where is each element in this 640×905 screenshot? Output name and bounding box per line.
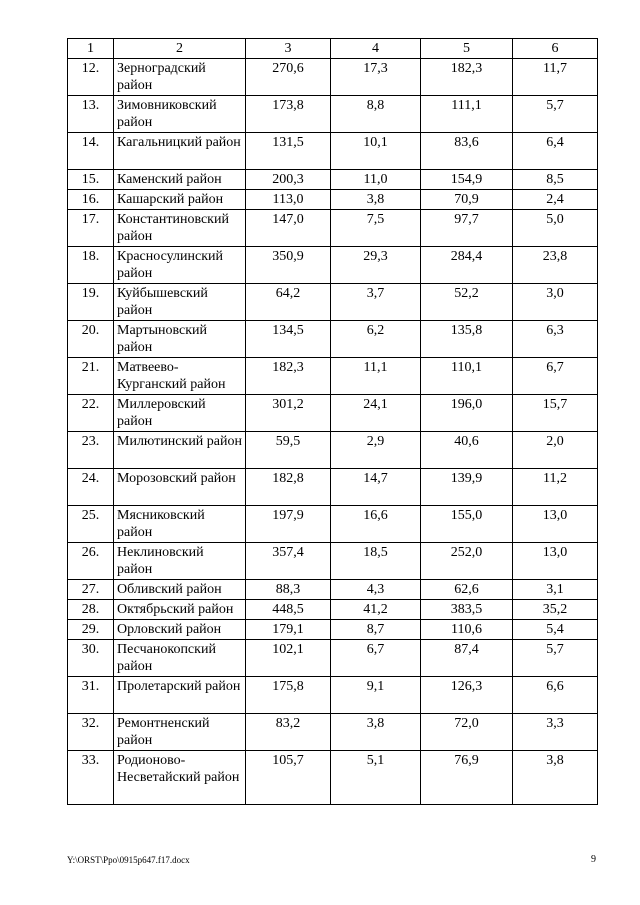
value-col3: 182,3 — [246, 358, 331, 395]
district-data-table — [67, 38, 598, 805]
value-col6: 35,2 — [513, 600, 598, 620]
value-col4: 6,2 — [331, 321, 421, 358]
table-row — [68, 640, 598, 677]
value-col4: 7,5 — [331, 210, 421, 247]
value-col5: 154,9 — [421, 170, 513, 190]
district-name: Мясниковский район — [114, 506, 246, 543]
value-col6: 6,6 — [513, 677, 598, 714]
table-row — [68, 59, 598, 96]
value-col6: 6,7 — [513, 358, 598, 395]
value-col3: 88,3 — [246, 580, 331, 600]
value-col6: 13,0 — [513, 543, 598, 580]
row-number: 14. — [68, 133, 114, 170]
row-number: 18. — [68, 247, 114, 284]
table-row — [68, 358, 598, 395]
row-number: 28. — [68, 600, 114, 620]
table-row — [68, 321, 598, 358]
value-col5: 135,8 — [421, 321, 513, 358]
column-header: 1 — [68, 39, 114, 59]
value-col4: 17,3 — [331, 59, 421, 96]
value-col3: 301,2 — [246, 395, 331, 432]
value-col3: 173,8 — [246, 96, 331, 133]
district-name: Обливский район — [114, 580, 246, 600]
table-row — [68, 190, 598, 210]
value-col6: 5,4 — [513, 620, 598, 640]
value-col6: 5,7 — [513, 96, 598, 133]
value-col3: 270,6 — [246, 59, 331, 96]
value-col6: 11,7 — [513, 59, 598, 96]
table-row — [68, 751, 598, 805]
district-name: Песчанокопский район — [114, 640, 246, 677]
value-col5: 111,1 — [421, 96, 513, 133]
value-col6: 8,5 — [513, 170, 598, 190]
value-col5: 252,0 — [421, 543, 513, 580]
value-col3: 64,2 — [246, 284, 331, 321]
value-col5: 284,4 — [421, 247, 513, 284]
value-col6: 6,4 — [513, 133, 598, 170]
row-number: 31. — [68, 677, 114, 714]
value-col3: 350,9 — [246, 247, 331, 284]
value-col3: 147,0 — [246, 210, 331, 247]
row-number: 26. — [68, 543, 114, 580]
row-number: 19. — [68, 284, 114, 321]
value-col3: 179,1 — [246, 620, 331, 640]
value-col5: 62,6 — [421, 580, 513, 600]
district-name: Родионово-Несветайский район — [114, 751, 246, 805]
table-row — [68, 469, 598, 506]
table-row — [68, 284, 598, 321]
district-name: Красносулинский район — [114, 247, 246, 284]
value-col5: 97,7 — [421, 210, 513, 247]
district-name: Зимовниковский район — [114, 96, 246, 133]
row-number: 16. — [68, 190, 114, 210]
table-row — [68, 506, 598, 543]
row-number: 30. — [68, 640, 114, 677]
value-col6: 6,3 — [513, 321, 598, 358]
value-col6: 3,8 — [513, 751, 598, 805]
table-row — [68, 580, 598, 600]
district-name: Ремонтненский район — [114, 714, 246, 751]
value-col5: 72,0 — [421, 714, 513, 751]
district-name: Кашарский район — [114, 190, 246, 210]
row-number: 17. — [68, 210, 114, 247]
column-header: 6 — [513, 39, 598, 59]
column-header: 5 — [421, 39, 513, 59]
value-col4: 8,7 — [331, 620, 421, 640]
value-col6: 5,0 — [513, 210, 598, 247]
value-col5: 155,0 — [421, 506, 513, 543]
district-name: Морозовский район — [114, 469, 246, 506]
value-col3: 59,5 — [246, 432, 331, 469]
column-header: 2 — [114, 39, 246, 59]
value-col4: 3,8 — [331, 190, 421, 210]
row-number: 23. — [68, 432, 114, 469]
value-col6: 3,1 — [513, 580, 598, 600]
district-name: Неклиновский район — [114, 543, 246, 580]
table-row — [68, 432, 598, 469]
table-row — [68, 133, 598, 170]
value-col3: 102,1 — [246, 640, 331, 677]
row-number: 15. — [68, 170, 114, 190]
value-col6: 2,0 — [513, 432, 598, 469]
value-col4: 3,8 — [331, 714, 421, 751]
row-number: 12. — [68, 59, 114, 96]
value-col3: 357,4 — [246, 543, 331, 580]
value-col3: 105,7 — [246, 751, 331, 805]
value-col4: 4,3 — [331, 580, 421, 600]
table-row — [68, 600, 598, 620]
value-col4: 2,9 — [331, 432, 421, 469]
value-col5: 196,0 — [421, 395, 513, 432]
district-name: Константиновский район — [114, 210, 246, 247]
value-col6: 5,7 — [513, 640, 598, 677]
footer-file-path: Y:\ORST\Ppo\0915p647.f17.docx — [67, 855, 190, 865]
row-number: 13. — [68, 96, 114, 133]
value-col5: 87,4 — [421, 640, 513, 677]
value-col5: 52,2 — [421, 284, 513, 321]
table-row — [68, 620, 598, 640]
row-number: 32. — [68, 714, 114, 751]
value-col4: 18,5 — [331, 543, 421, 580]
value-col3: 182,8 — [246, 469, 331, 506]
value-col5: 182,3 — [421, 59, 513, 96]
row-number: 33. — [68, 751, 114, 805]
value-col3: 83,2 — [246, 714, 331, 751]
value-col4: 29,3 — [331, 247, 421, 284]
table-row — [68, 247, 598, 284]
value-col3: 175,8 — [246, 677, 331, 714]
value-col6: 15,7 — [513, 395, 598, 432]
value-col4: 8,8 — [331, 96, 421, 133]
value-col6: 23,8 — [513, 247, 598, 284]
district-name: Миллеровский район — [114, 395, 246, 432]
value-col4: 11,1 — [331, 358, 421, 395]
table-row — [68, 395, 598, 432]
value-col3: 131,5 — [246, 133, 331, 170]
value-col5: 110,1 — [421, 358, 513, 395]
value-col3: 448,5 — [246, 600, 331, 620]
value-col3: 200,3 — [246, 170, 331, 190]
value-col3: 134,5 — [246, 321, 331, 358]
value-col3: 197,9 — [246, 506, 331, 543]
district-name: Каменский район — [114, 170, 246, 190]
value-col4: 16,6 — [331, 506, 421, 543]
value-col5: 76,9 — [421, 751, 513, 805]
district-name: Милютинский район — [114, 432, 246, 469]
value-col4: 41,2 — [331, 600, 421, 620]
district-name: Мартыновский район — [114, 321, 246, 358]
value-col6: 11,2 — [513, 469, 598, 506]
value-col6: 13,0 — [513, 506, 598, 543]
value-col4: 24,1 — [331, 395, 421, 432]
district-name: Куйбышевский район — [114, 284, 246, 321]
row-number: 29. — [68, 620, 114, 640]
value-col4: 10,1 — [331, 133, 421, 170]
value-col4: 3,7 — [331, 284, 421, 321]
value-col4: 11,0 — [331, 170, 421, 190]
value-col3: 113,0 — [246, 190, 331, 210]
value-col4: 9,1 — [331, 677, 421, 714]
table-header-row — [68, 39, 598, 59]
district-name: Пролетарский район — [114, 677, 246, 714]
column-header: 3 — [246, 39, 331, 59]
value-col4: 5,1 — [331, 751, 421, 805]
table-row — [68, 677, 598, 714]
value-col5: 110,6 — [421, 620, 513, 640]
value-col5: 383,5 — [421, 600, 513, 620]
value-col4: 6,7 — [331, 640, 421, 677]
district-name: Орловский район — [114, 620, 246, 640]
value-col4: 14,7 — [331, 469, 421, 506]
district-name: Матвеево-Курганский район — [114, 358, 246, 395]
value-col5: 70,9 — [421, 190, 513, 210]
value-col5: 83,6 — [421, 133, 513, 170]
table-row — [68, 170, 598, 190]
row-number: 27. — [68, 580, 114, 600]
row-number: 21. — [68, 358, 114, 395]
value-col6: 2,4 — [513, 190, 598, 210]
value-col5: 139,9 — [421, 469, 513, 506]
row-number: 20. — [68, 321, 114, 358]
column-header: 4 — [331, 39, 421, 59]
table-row — [68, 543, 598, 580]
row-number: 24. — [68, 469, 114, 506]
value-col6: 3,0 — [513, 284, 598, 321]
district-name: Октябрьский район — [114, 600, 246, 620]
row-number: 22. — [68, 395, 114, 432]
district-name: Зерноградский район — [114, 59, 246, 96]
table-row — [68, 210, 598, 247]
value-col5: 40,6 — [421, 432, 513, 469]
value-col6: 3,3 — [513, 714, 598, 751]
district-name: Кагальницкий район — [114, 133, 246, 170]
table-row — [68, 714, 598, 751]
table-row — [68, 96, 598, 133]
value-col5: 126,3 — [421, 677, 513, 714]
row-number: 25. — [68, 506, 114, 543]
footer-page-number: 9 — [591, 854, 596, 865]
